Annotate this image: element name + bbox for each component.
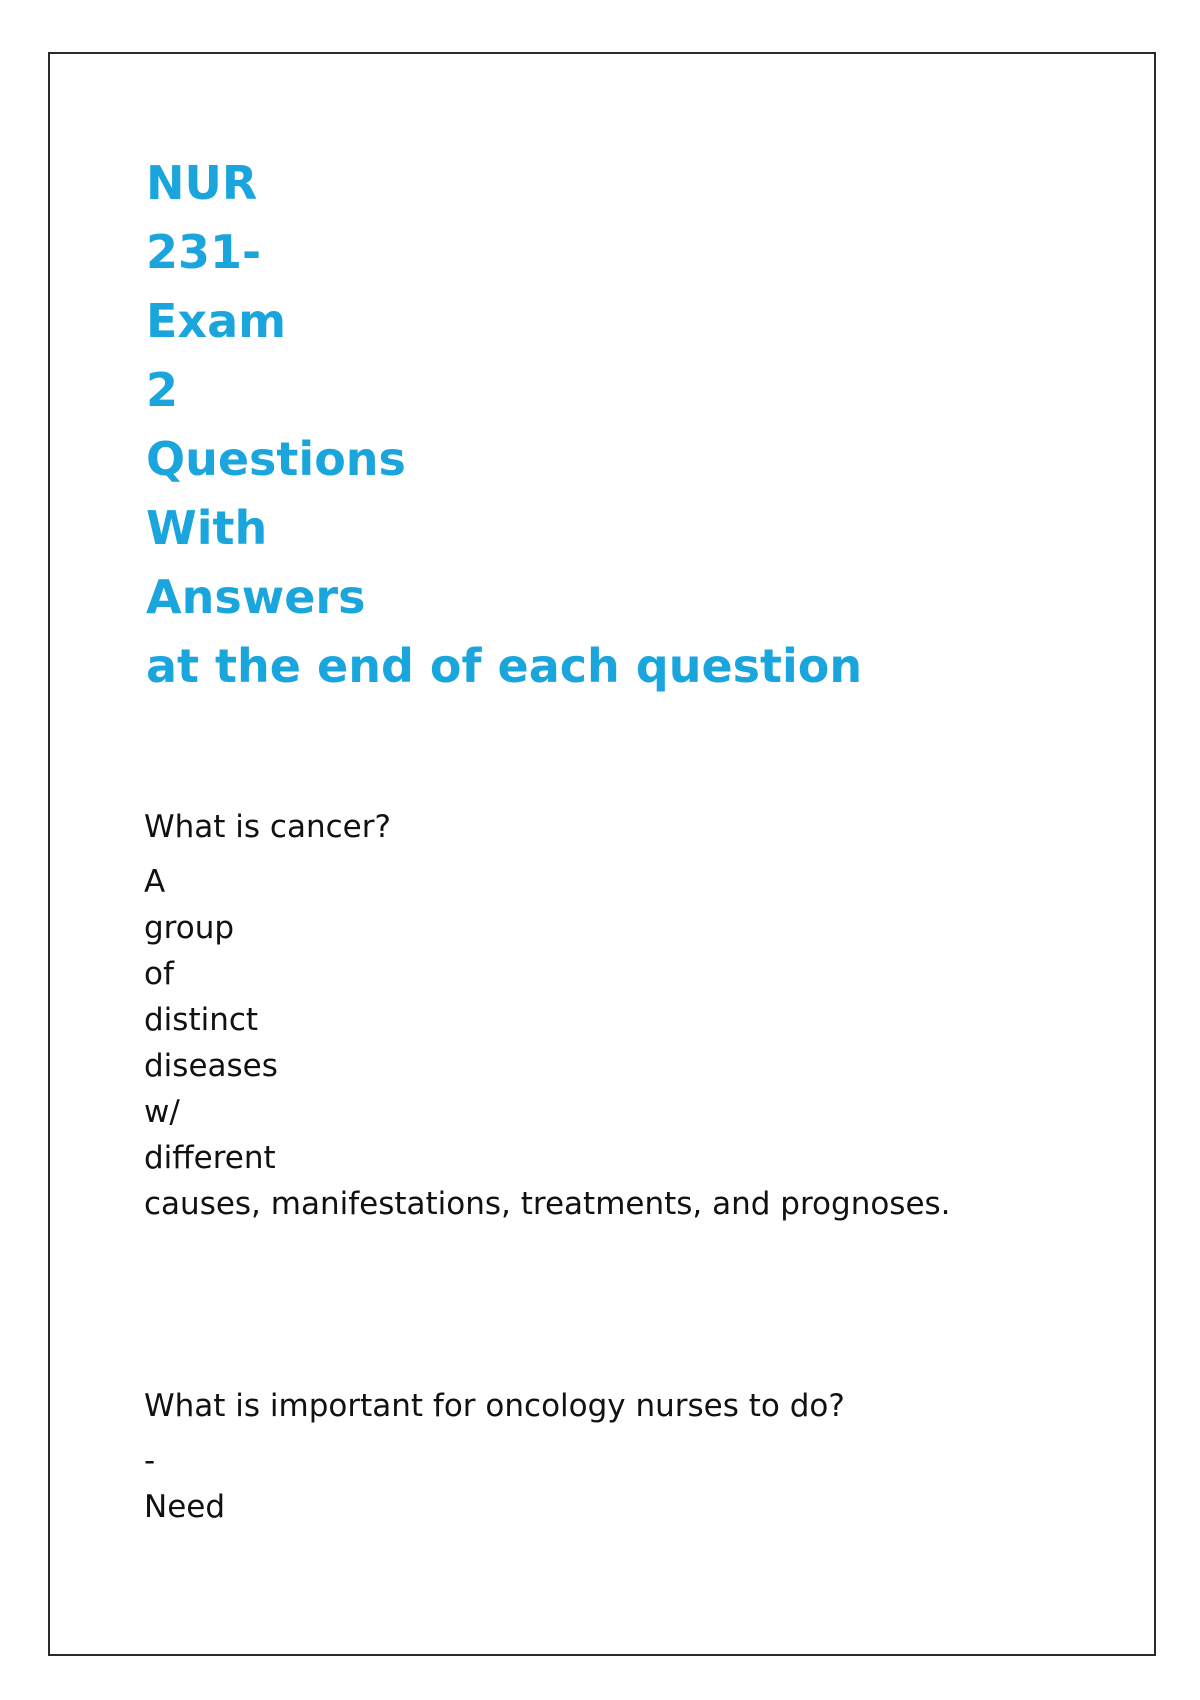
title-line: With bbox=[146, 501, 268, 555]
question-text: What is cancer? bbox=[144, 809, 391, 845]
title-line: Answers bbox=[146, 570, 366, 624]
question-text: What is important for oncology nurses to do? bbox=[144, 1388, 845, 1424]
answer-line: of bbox=[144, 956, 174, 992]
answer-line: group bbox=[144, 910, 235, 946]
answer-line: distinct bbox=[144, 1002, 259, 1038]
title-line: NUR bbox=[146, 156, 258, 210]
answer-text bbox=[144, 859, 951, 1227]
document-page bbox=[48, 52, 1156, 1656]
answer-line: diseases bbox=[144, 1048, 278, 1084]
answer-line: - bbox=[144, 1443, 156, 1479]
answer-line: Need bbox=[144, 1489, 226, 1525]
title-line: at the end of each question bbox=[146, 639, 863, 693]
qa-item bbox=[144, 1388, 845, 1530]
answer-line: causes, manifestations, treatments, and prognoses. bbox=[144, 1186, 951, 1222]
title-line: 231- bbox=[146, 225, 262, 279]
answer-text bbox=[144, 1438, 845, 1530]
answer-line: different bbox=[144, 1140, 276, 1176]
title-line: 2 bbox=[146, 363, 179, 417]
title-line: Exam bbox=[146, 294, 287, 348]
title-line: Questions bbox=[146, 432, 406, 486]
qa-item bbox=[144, 809, 951, 1227]
answer-line: w/ bbox=[144, 1094, 180, 1130]
answer-line: A bbox=[144, 864, 166, 900]
document-title bbox=[146, 149, 862, 701]
